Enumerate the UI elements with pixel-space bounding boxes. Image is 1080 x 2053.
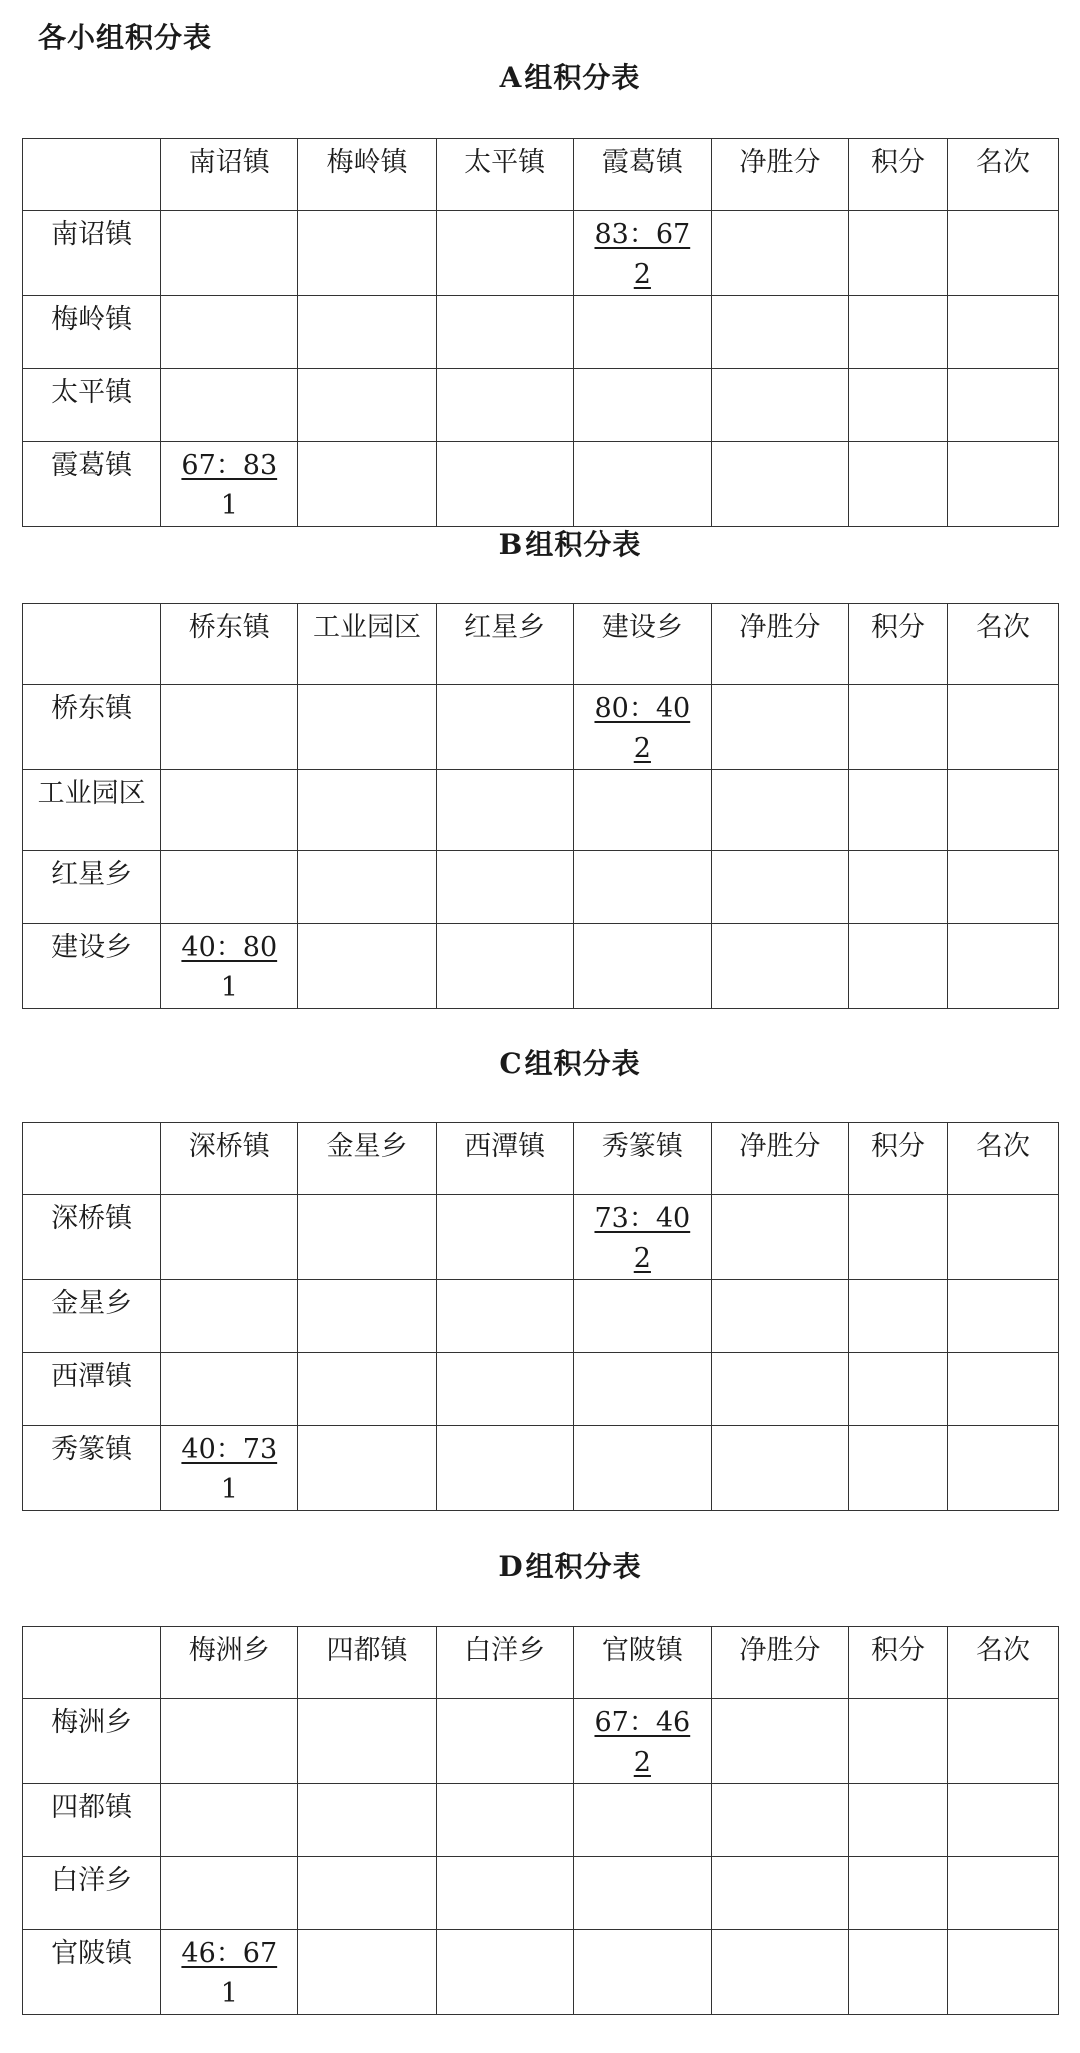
table-cell	[436, 924, 573, 1009]
table-row	[23, 1195, 1059, 1280]
match-points: 1	[220, 1978, 238, 2009]
table-cell	[298, 211, 436, 296]
column-header: 秀篆镇	[573, 1123, 711, 1195]
table-cell	[436, 685, 573, 770]
table-cell	[947, 851, 1058, 924]
table-cell	[573, 685, 711, 770]
column-header: 白洋乡	[436, 1627, 573, 1699]
row-header: 白洋乡	[23, 1857, 161, 1930]
table-row	[23, 1426, 1059, 1511]
group-title	[0, 523, 1080, 563]
table-cell	[711, 770, 848, 851]
column-header: 深桥镇	[161, 1123, 298, 1195]
table-row	[23, 211, 1059, 296]
table-cell	[711, 1353, 848, 1426]
table-cell	[573, 1195, 711, 1280]
match-points: 2	[633, 1243, 651, 1274]
table-cell	[849, 296, 948, 369]
table-cell	[849, 924, 948, 1009]
group-title	[0, 1042, 1080, 1082]
column-header: 名次	[947, 1627, 1058, 1699]
group-letter: B	[498, 528, 524, 561]
table-cell	[947, 1857, 1058, 1930]
table-row	[23, 1857, 1059, 1930]
table-cell	[849, 1280, 948, 1353]
table-row	[23, 1280, 1059, 1353]
row-header: 四都镇	[23, 1784, 161, 1857]
table-cell	[436, 770, 573, 851]
row-header: 官陂镇	[23, 1930, 161, 2015]
column-header: 红星乡	[436, 604, 573, 685]
column-header: 名次	[947, 139, 1058, 211]
match-points: 2	[633, 1747, 651, 1778]
table-cell	[573, 1857, 711, 1930]
table-cell	[711, 1426, 848, 1511]
match-score: 83：67	[594, 219, 691, 250]
table-cell	[849, 1699, 948, 1784]
match-score: 40：80	[181, 932, 278, 963]
table-cell	[298, 1280, 436, 1353]
table-cell	[298, 1857, 436, 1930]
table-cell	[947, 369, 1058, 442]
table-row	[23, 369, 1059, 442]
table-row	[23, 1353, 1059, 1426]
group-title-suffix: 组积分表	[525, 528, 642, 561]
table-cell	[947, 924, 1058, 1009]
match-score: 80：40	[594, 693, 691, 724]
column-header: 建设乡	[573, 604, 711, 685]
table-cell	[711, 1195, 848, 1280]
column-header: 名次	[947, 604, 1058, 685]
table-row	[23, 924, 1059, 1009]
header-row	[23, 1123, 1059, 1195]
row-header: 金星乡	[23, 1280, 161, 1353]
table-cell	[161, 1784, 298, 1857]
table-cell	[573, 1353, 711, 1426]
table-cell	[161, 1930, 298, 2015]
match-points: 1	[220, 490, 238, 521]
table-cell	[947, 1195, 1058, 1280]
match-score: 67：83	[181, 450, 278, 481]
table-cell	[436, 1784, 573, 1857]
table-cell	[573, 369, 711, 442]
column-header: 桥东镇	[161, 604, 298, 685]
table-row	[23, 1784, 1059, 1857]
corner-cell	[23, 1123, 161, 1195]
table-cell	[161, 369, 298, 442]
row-header: 太平镇	[23, 369, 161, 442]
table-cell	[436, 1699, 573, 1784]
table-cell	[298, 1195, 436, 1280]
table-cell	[849, 1353, 948, 1426]
row-header: 桥东镇	[23, 685, 161, 770]
table-cell	[947, 685, 1058, 770]
table-cell	[849, 770, 948, 851]
table-cell	[849, 1426, 948, 1511]
column-header: 金星乡	[298, 1123, 436, 1195]
table-cell	[573, 770, 711, 851]
score-table	[22, 138, 1059, 527]
table-cell	[849, 1784, 948, 1857]
group-title-suffix: 组积分表	[524, 1047, 641, 1080]
table-cell	[849, 442, 948, 527]
table-cell	[573, 211, 711, 296]
column-header: 官陂镇	[573, 1627, 711, 1699]
table-cell	[849, 851, 948, 924]
table-cell	[711, 442, 848, 527]
table-cell	[947, 1353, 1058, 1426]
table-cell	[436, 851, 573, 924]
header-row	[23, 604, 1059, 685]
table-cell	[711, 369, 848, 442]
match-score: 40：73	[181, 1434, 278, 1465]
row-header: 深桥镇	[23, 1195, 161, 1280]
table-cell	[298, 851, 436, 924]
table-cell	[849, 1857, 948, 1930]
table-cell	[711, 1280, 848, 1353]
column-header: 积分	[849, 1123, 948, 1195]
group-letter: A	[499, 61, 523, 94]
match-score: 73：40	[594, 1203, 691, 1234]
table-cell	[436, 1426, 573, 1511]
table-cell	[161, 1280, 298, 1353]
table-cell	[436, 369, 573, 442]
column-header: 四都镇	[298, 1627, 436, 1699]
table-cell	[573, 1699, 711, 1784]
corner-cell	[23, 139, 161, 211]
table-cell	[573, 851, 711, 924]
table-cell	[161, 685, 298, 770]
row-header: 梅洲乡	[23, 1699, 161, 1784]
table-cell	[711, 211, 848, 296]
table-cell	[436, 1195, 573, 1280]
table-cell	[298, 924, 436, 1009]
column-header: 净胜分	[711, 139, 848, 211]
table-cell	[161, 770, 298, 851]
column-header: 梅洲乡	[161, 1627, 298, 1699]
row-header: 南诏镇	[23, 211, 161, 296]
row-header: 梅岭镇	[23, 296, 161, 369]
score-table	[22, 603, 1059, 1009]
group-title-suffix: 组积分表	[524, 61, 641, 94]
score-table	[22, 1122, 1059, 1511]
table-cell	[947, 1784, 1058, 1857]
table-cell	[573, 1280, 711, 1353]
table-cell	[947, 296, 1058, 369]
table-cell	[711, 296, 848, 369]
page-title: 各小组积分表	[38, 21, 213, 54]
row-header: 秀篆镇	[23, 1426, 161, 1511]
column-header: 西潭镇	[436, 1123, 573, 1195]
match-points: 2	[633, 733, 651, 764]
table-cell	[436, 1280, 573, 1353]
column-header: 名次	[947, 1123, 1058, 1195]
table-cell	[711, 1784, 848, 1857]
group-title	[0, 1545, 1080, 1585]
score-table	[22, 1626, 1059, 2015]
match-score: 67：46	[594, 1707, 691, 1738]
table-row	[23, 1699, 1059, 1784]
column-header: 霞葛镇	[573, 139, 711, 211]
column-header: 工业园区	[298, 604, 436, 685]
table-row	[23, 442, 1059, 527]
column-header: 积分	[849, 139, 948, 211]
match-points: 1	[220, 1474, 238, 1505]
table-cell	[298, 1426, 436, 1511]
table-cell	[161, 1426, 298, 1511]
table-cell	[711, 924, 848, 1009]
table-cell	[161, 1699, 298, 1784]
table-cell	[711, 1699, 848, 1784]
table-cell	[849, 1930, 948, 2015]
table-cell	[436, 1930, 573, 2015]
table-cell	[161, 296, 298, 369]
table-cell	[298, 369, 436, 442]
column-header: 梅岭镇	[298, 139, 436, 211]
table-cell	[436, 296, 573, 369]
table-cell	[573, 296, 711, 369]
column-header: 净胜分	[711, 604, 848, 685]
column-header: 净胜分	[711, 1123, 848, 1195]
column-header: 净胜分	[711, 1627, 848, 1699]
table-cell	[947, 1280, 1058, 1353]
table-cell	[298, 685, 436, 770]
column-header: 太平镇	[436, 139, 573, 211]
table-cell	[161, 211, 298, 296]
table-cell	[711, 851, 848, 924]
table-cell	[849, 369, 948, 442]
table-cell	[161, 924, 298, 1009]
header-row	[23, 139, 1059, 211]
table-cell	[573, 1426, 711, 1511]
table-cell	[161, 1353, 298, 1426]
table-cell	[947, 1930, 1058, 2015]
table-cell	[436, 211, 573, 296]
table-cell	[161, 1195, 298, 1280]
match-score: 46：67	[181, 1938, 278, 1969]
table-cell	[161, 1857, 298, 1930]
column-header: 南诏镇	[161, 139, 298, 211]
group-letter: C	[499, 1047, 523, 1080]
group-title-suffix: 组积分表	[525, 1550, 642, 1583]
table-row	[23, 685, 1059, 770]
row-header: 建设乡	[23, 924, 161, 1009]
corner-cell	[23, 604, 161, 685]
table-cell	[573, 442, 711, 527]
table-row	[23, 770, 1059, 851]
column-header: 积分	[849, 1627, 948, 1699]
table-cell	[849, 211, 948, 296]
table-cell	[436, 442, 573, 527]
table-cell	[573, 1930, 711, 2015]
row-header: 红星乡	[23, 851, 161, 924]
table-cell	[711, 1930, 848, 2015]
table-row	[23, 1930, 1059, 2015]
column-header: 积分	[849, 604, 948, 685]
table-cell	[947, 442, 1058, 527]
table-cell	[298, 296, 436, 369]
table-cell	[947, 1699, 1058, 1784]
table-row	[23, 296, 1059, 369]
table-cell	[711, 1857, 848, 1930]
table-cell	[573, 1784, 711, 1857]
table-cell	[849, 1195, 948, 1280]
row-header: 霞葛镇	[23, 442, 161, 527]
group-title	[0, 56, 1080, 96]
match-points: 2	[633, 259, 651, 290]
table-cell	[298, 1784, 436, 1857]
row-header: 工业园区	[23, 770, 161, 851]
header-row	[23, 1627, 1059, 1699]
match-points: 1	[220, 972, 238, 1003]
row-header: 西潭镇	[23, 1353, 161, 1426]
table-cell	[711, 685, 848, 770]
table-cell	[436, 1353, 573, 1426]
table-cell	[947, 211, 1058, 296]
group-letter: D	[498, 1550, 524, 1583]
table-cell	[298, 1699, 436, 1784]
table-cell	[947, 1426, 1058, 1511]
table-cell	[298, 1930, 436, 2015]
table-cell	[298, 1353, 436, 1426]
table-cell	[436, 1857, 573, 1930]
table-cell	[161, 851, 298, 924]
table-cell	[947, 770, 1058, 851]
table-cell	[161, 442, 298, 527]
table-cell	[573, 924, 711, 1009]
corner-cell	[23, 1627, 161, 1699]
table-row	[23, 851, 1059, 924]
table-cell	[849, 685, 948, 770]
table-cell	[298, 442, 436, 527]
table-cell	[298, 770, 436, 851]
